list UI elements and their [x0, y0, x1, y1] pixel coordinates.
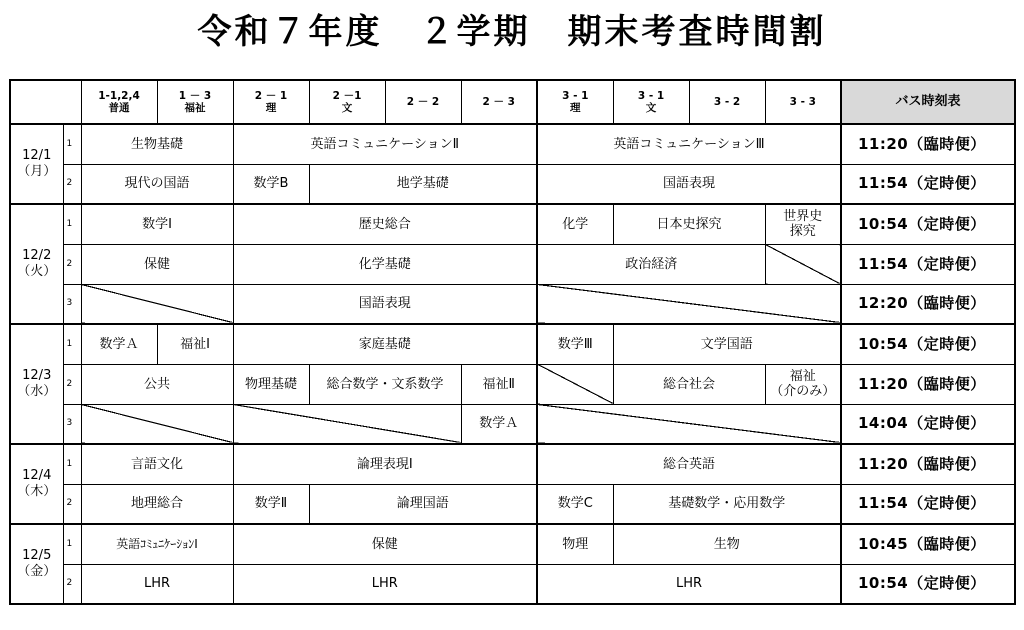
period-number: 3	[63, 284, 81, 324]
exam-cell: 数学Ａ	[81, 324, 157, 364]
exam-cell: 地理総合	[81, 484, 233, 524]
exam-cell: 英語コミュニケーションⅡ	[233, 124, 537, 164]
header-class-2-1-ri: 2 － 1 理	[233, 80, 309, 124]
exam-cell: 生物基礎	[81, 124, 233, 164]
exam-cell: 言語文化	[81, 444, 233, 484]
exam-cell: 総合社会	[613, 364, 765, 404]
empty-slot	[81, 284, 233, 324]
bus-schedule-header: バス時刻表	[841, 80, 1015, 124]
exam-cell: 歴史総合	[233, 204, 537, 244]
exam-cell: 日本史探究	[613, 204, 765, 244]
exam-cell: 国語表現	[233, 284, 537, 324]
period-number: 1	[63, 124, 81, 164]
exam-cell: 公共	[81, 364, 233, 404]
bus-time: 11:20（臨時便）	[841, 444, 1015, 484]
table-row	[10, 484, 1015, 524]
header-class-1-3: 1 － 3 福祉	[157, 80, 233, 124]
empty-slot	[537, 364, 613, 404]
bus-time: 11:54（定時便）	[841, 244, 1015, 284]
empty-slot	[537, 404, 841, 444]
exam-cell: 数学B	[233, 164, 309, 204]
exam-cell: 基礎数学・応用数学	[613, 484, 841, 524]
exam-cell: 福祉Ⅱ	[461, 364, 537, 404]
exam-cell: 論理国語	[309, 484, 537, 524]
exam-cell: 英語コミュニケーションⅢ	[537, 124, 841, 164]
bus-time: 14:04（定時便）	[841, 404, 1015, 444]
header-row	[10, 80, 1015, 124]
period-number: 1	[63, 204, 81, 244]
empty-slot	[765, 244, 841, 284]
exam-cell: 数学C	[537, 484, 613, 524]
header-class-3-2: 3 - 2	[689, 80, 765, 124]
table-row	[10, 444, 1015, 484]
exam-cell: 家庭基礎	[233, 324, 537, 364]
header-class-2-2: 2 － 2	[385, 80, 461, 124]
exam-cell: 生物	[613, 524, 841, 564]
table-row	[10, 284, 1015, 324]
header-class-1-1: 1-1,2,4 普通	[81, 80, 157, 124]
period-number: 1	[63, 444, 81, 484]
exam-cell: 論理表現Ⅰ	[233, 444, 537, 484]
exam-cell: 地学基礎	[309, 164, 537, 204]
bus-time: 10:54（定時便）	[841, 564, 1015, 604]
exam-cell: 国語表現	[537, 164, 841, 204]
empty-slot	[233, 404, 461, 444]
header-class-2-3: 2 － 3	[461, 80, 537, 124]
exam-cell: 物理基礎	[233, 364, 309, 404]
table-row	[10, 524, 1015, 564]
exam-cell: 現代の国語	[81, 164, 233, 204]
exam-cell: 数学Ⅲ	[537, 324, 613, 364]
period-number: 2	[63, 164, 81, 204]
header-corner	[10, 80, 81, 124]
header-class-3-1-bun: 3 - 1 文	[613, 80, 689, 124]
exam-cell: 総合数学・文系数学	[309, 364, 461, 404]
period-number: 2	[63, 364, 81, 404]
bus-time: 11:54（定時便）	[841, 164, 1015, 204]
table-row	[10, 124, 1015, 164]
bus-time: 12:20（臨時便）	[841, 284, 1015, 324]
exam-schedule	[9, 79, 1016, 605]
period-number: 2	[63, 484, 81, 524]
exam-cell: LHR	[81, 564, 233, 604]
period-number: 1	[63, 324, 81, 364]
bus-time: 11:20（臨時便）	[841, 124, 1015, 164]
exam-timetable	[9, 79, 1016, 605]
bus-time: 11:20（臨時便）	[841, 364, 1015, 404]
exam-cell: 福祉 （介のみ）	[765, 364, 841, 404]
day-label-12-3: 12/3 （水）	[10, 324, 63, 444]
exam-cell: 化学	[537, 204, 613, 244]
exam-cell: 政治経済	[537, 244, 765, 284]
header-class-3-1-ri: 3 - 1 理	[537, 80, 613, 124]
day-label-12-4: 12/4 （木）	[10, 444, 63, 524]
exam-cell: LHR	[537, 564, 841, 604]
day-label-12-2: 12/2 （火）	[10, 204, 63, 324]
table-row	[10, 404, 1015, 444]
exam-cell: 文学国語	[613, 324, 841, 364]
bus-time: 10:45（臨時便）	[841, 524, 1015, 564]
exam-cell: 数学Ⅰ	[81, 204, 233, 244]
day-label-12-1: 12/1 （月）	[10, 124, 63, 204]
exam-cell: 総合英語	[537, 444, 841, 484]
exam-cell: 化学基礎	[233, 244, 537, 284]
table-row	[10, 324, 1015, 364]
empty-slot	[81, 404, 233, 444]
header-class-2-1-bun: 2 －1 文	[309, 80, 385, 124]
page-title: 令和７年度 ２学期 期末考査時間割	[197, 12, 827, 52]
table-row	[10, 244, 1015, 284]
exam-cell: 世界史 探究	[765, 204, 841, 244]
bus-time: 10:54（定時便）	[841, 324, 1015, 364]
empty-slot	[537, 284, 841, 324]
exam-cell: LHR	[233, 564, 537, 604]
period-number: 2	[63, 564, 81, 604]
exam-cell: 福祉Ⅰ	[157, 324, 233, 364]
exam-cell: 数学Ⅱ	[233, 484, 309, 524]
day-label-12-5: 12/5 （金）	[10, 524, 63, 604]
table-row	[10, 564, 1015, 604]
table-row	[10, 164, 1015, 204]
exam-cell: 物理	[537, 524, 613, 564]
bus-time: 10:54（定時便）	[841, 204, 1015, 244]
period-number: 2	[63, 244, 81, 284]
table-row	[10, 364, 1015, 404]
exam-cell: 英語ｺﾐｭﾆｹｰｼｮﾝⅠ	[81, 524, 233, 564]
header-class-3-3: 3 - 3	[765, 80, 841, 124]
period-number: 1	[63, 524, 81, 564]
exam-cell: 保健	[81, 244, 233, 284]
table-row	[10, 204, 1015, 244]
period-number: 3	[63, 404, 81, 444]
bus-time: 11:54（定時便）	[841, 484, 1015, 524]
exam-cell: 保健	[233, 524, 537, 564]
exam-cell: 数学Ａ	[461, 404, 537, 444]
